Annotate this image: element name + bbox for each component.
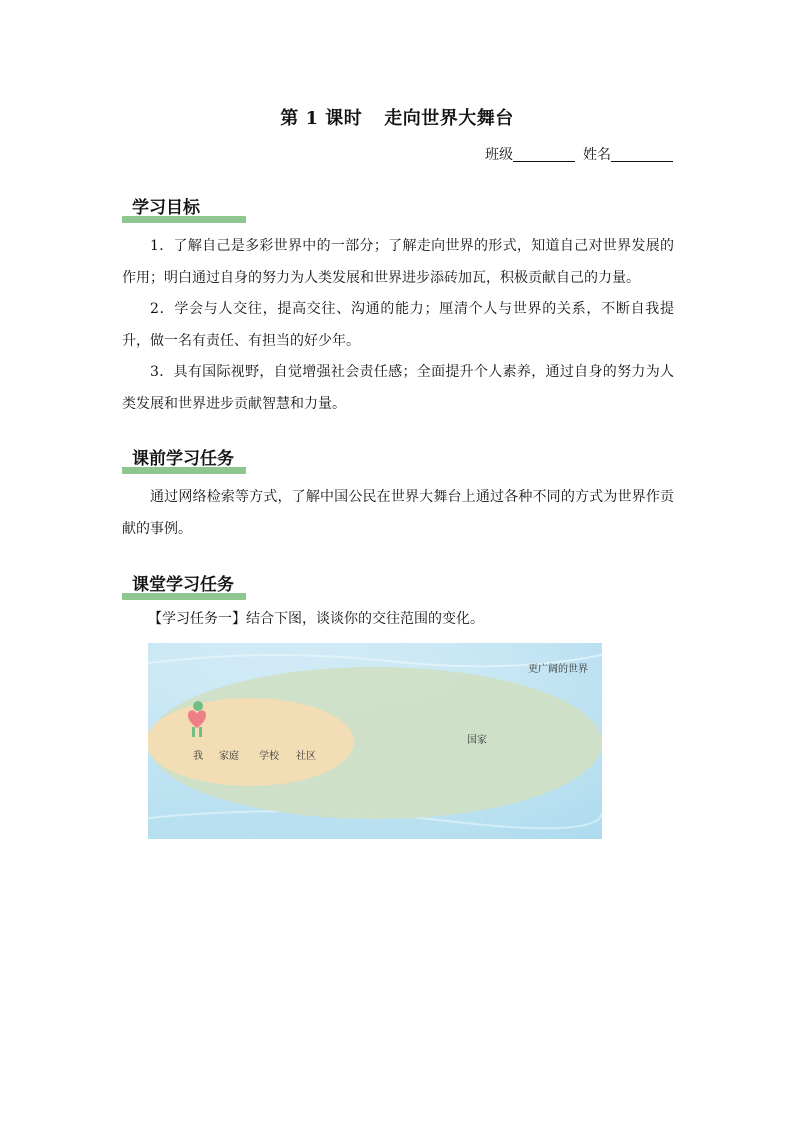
page-title (0, 104, 794, 130)
name-label: 姓名 (583, 147, 611, 163)
class-blank[interactable] (513, 147, 575, 162)
world-label: 更广阔的世界 (528, 664, 588, 675)
self-label: 我 (193, 751, 203, 762)
objective-item-2: 2．学会与人交往，提高交往、沟通的能力；厘清个人与世界的关系，不断自我提升，做一名有责任、有担当的好少年。 (122, 301, 674, 349)
family-label: 家庭 (219, 751, 239, 762)
section-heading-in-class (122, 570, 234, 595)
objective-item-3: 3．具有国际视野，自觉增强社会责任感；全面提升个人素养，通过自身的努力为人类发展和世界进步贡献智慧和力量。 (122, 364, 674, 412)
heading-label: 学习目标 (132, 198, 200, 218)
learning-task-1 (148, 608, 484, 628)
country-label: 国家 (467, 735, 487, 746)
objective-item-1: 1．了解自己是多彩世界中的一部分；了解走向世界的形式，知道自己对世界发展的作用；明白通过自身的努力为人类发展和世界进步添砖加瓦，积极贡献自己的力量。 (122, 238, 674, 286)
lesson-title: 走向世界大舞台 (384, 108, 514, 129)
lesson-number: 第 1 课时 (280, 108, 363, 129)
school-label: 学校 (259, 751, 279, 762)
pre-class-task-text: 通过网络检索等方式，了解中国公民在世界大舞台上通过各种不同的方式为世界作贡献的事例。 (122, 489, 674, 537)
task-1-label: 【学习任务一】 (148, 611, 246, 627)
section-heading-objectives (122, 193, 200, 218)
interaction-scope-diagram (148, 643, 602, 839)
name-blank[interactable] (611, 147, 673, 162)
section-heading-pre-class (122, 444, 234, 469)
heading-label: 课堂学习任务 (132, 575, 234, 595)
community-label: 社区 (296, 751, 316, 762)
heading-label: 课前学习任务 (132, 449, 234, 469)
student-info-line (485, 144, 673, 164)
class-label: 班级 (485, 147, 513, 163)
community-ellipse (148, 698, 354, 786)
task-1-text: 结合下图，谈谈你的交往范围的变化。 (246, 611, 484, 627)
